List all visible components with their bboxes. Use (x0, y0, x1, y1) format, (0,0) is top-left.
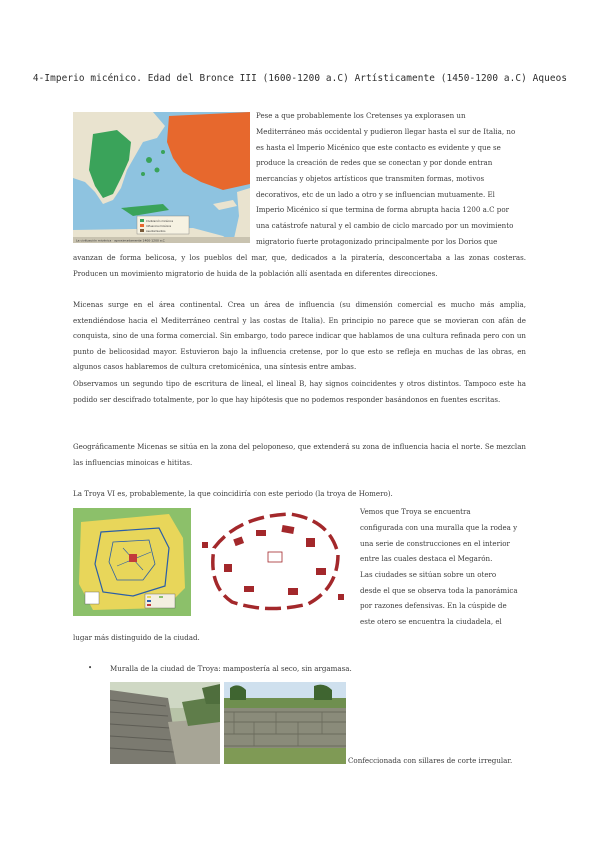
map-legend-entry: Influencia micénica (146, 225, 172, 228)
troya-line: configurada con una muralla que la rodea y (360, 523, 518, 532)
troy-site-plan-image (73, 508, 191, 616)
photo-caption: Confeccionada con sillares de corte irregular. (348, 756, 513, 765)
intro-line: migratorio fuerte protagonizado principalmente por los Dorios que (256, 237, 498, 246)
intro-line: Imperio Micénico sí que termina de forma abrupta hacia 1200 a.C por (256, 205, 510, 214)
troya-continuation: lugar más distinguido de la ciudad. (73, 633, 200, 642)
troya-intro: La Troya VI es, probablemente, la que coincidiría con este periodo (la troya de Homero). (73, 489, 393, 498)
troya-line: desde el que se observa toda la panorámica (360, 586, 518, 595)
map-legend-entry: Civilización micénica (146, 220, 174, 223)
troya-line: por razones defensivas. En la cúspide de (360, 601, 507, 610)
intro-line: decorativos, etc de un lado a otro y se influencian mutuamente. El (256, 190, 495, 199)
intro-line: Pese a que probablemente los Cretenses ya explorasen un (256, 111, 466, 120)
troya-line: Las ciudades se sitúan sobre un otero (360, 570, 497, 579)
intro-line: mercancías y objetos artísticos que transmiten formas, motivos (256, 174, 485, 183)
intro-line: produce la creación de redes que se conectan y por donde entran (256, 158, 493, 167)
troya-line: Vemos que Troya se encuentra (360, 507, 471, 516)
mycenaean-map-image (73, 112, 250, 243)
wall-photo-drawing (110, 682, 220, 764)
troy-wall-photo (110, 682, 220, 764)
troya-line: este otero se encuentra la ciudadela, el (360, 617, 502, 626)
bullet-text: Muralla de la ciudad de Troya: mampostería al seco, sin argamasa. (110, 664, 352, 673)
bullet-mark: • (88, 664, 93, 672)
wall-plan-drawing (198, 508, 348, 616)
micenas-paragraph: Micenas surge en el área continental. Crea un área de influencia (su dimensión comercial es mucho más amplia, extendiéndose hacia el Mediterráneo central y las costas de Italia). En principio no parece que se movieran con afán de conquista, sino de una forma comercial. Sin embargo, todo parece indicar que hablamos de una cultura refinada pero con un punto de belicosidad mayor. Estuvieron bajo la influencia cretense, por lo que esto se refleja en muchas de las obras, en algunos casos hablaremos de cultura cretomicénica, una síntesis entre ambas. (73, 300, 526, 372)
escritura-paragraph: Observamos un segundo tipo de escritura de lineal, el lineal B, hay signos coincidentes y otros distintos. Tampoco este ha podido ser descifrado totalmente, por lo que hay hipótesis que no podemos responder basándonos en fuentes escritas. (73, 379, 526, 404)
intro-continuation: avanzan de forma belicosa, y los pueblos del mar, que, dedicados a la piratería, desconcertaba a las zonas costeras. Producen un movimiento migratorio de huida de la población allí asentada en diferentes direcciones. (73, 253, 526, 278)
troy-wall-plan-image (198, 508, 348, 616)
troya-line: entre las cuales destaca el Megarón. (360, 554, 493, 563)
troya-line: una serie de construcciones en el interior (360, 539, 510, 548)
map-drawing (73, 112, 250, 243)
map-legend-entry: Asentamientos (146, 230, 166, 233)
intro-line: una catástrofe natural y el cambio de ciclo marcado por un movimiento (256, 221, 514, 230)
map-caption: La civilización micénica · aproximadamente 1400-1200 a.C (76, 238, 165, 243)
site-plan-drawing (73, 508, 191, 616)
troy-ruins-photo (224, 682, 346, 764)
intro-line: es hasta el Imperio Micénico que este contacto es evidente y que se (256, 143, 501, 152)
page-title: 4-Imperio micénico. Edad del Bronce III (1600-1200 a.C) Artísticamente (1450-1200 a.C) Aqueos (32, 73, 568, 84)
intro-line: Mediterráneo más occidental y pudieron llegar hasta el sur de Italia, no (256, 127, 516, 136)
geografia-paragraph: Geográficamente Micenas se sitúa en la zona del peloponeso, que extenderá su zona de influencia hacia el norte. Se mezclan las influencias minoicas e hititas. (73, 442, 526, 467)
ruins-photo-drawing (224, 682, 346, 764)
